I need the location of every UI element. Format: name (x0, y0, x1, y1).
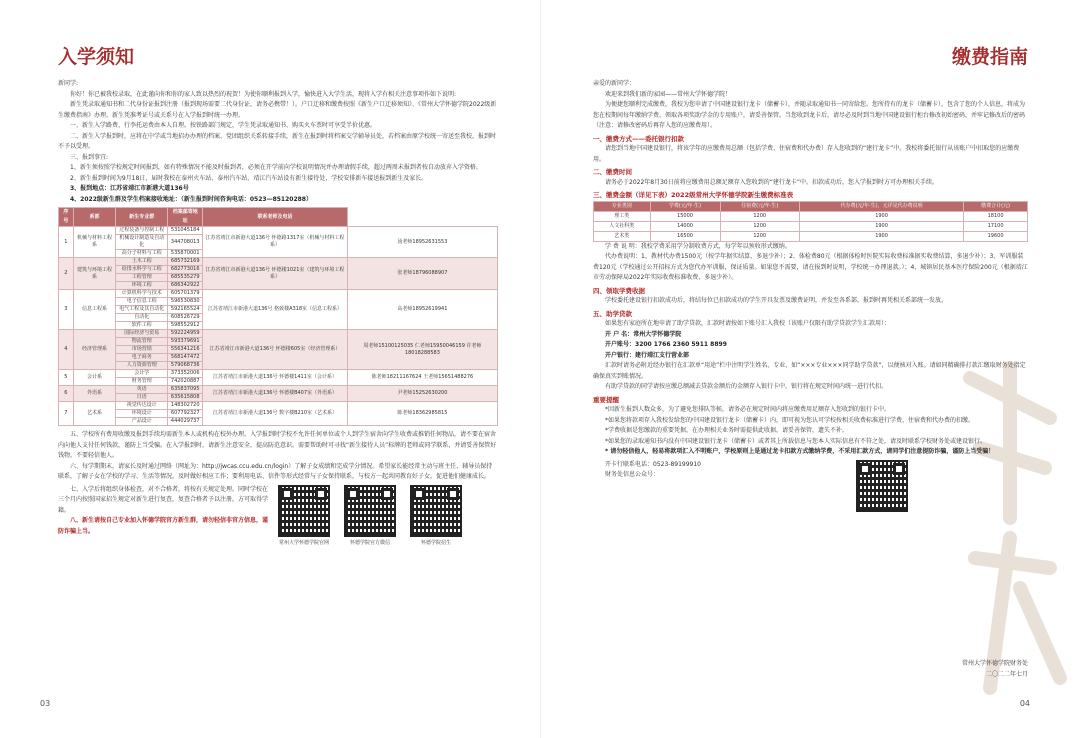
fee-cell: 1900 (799, 221, 963, 231)
row-number: 5 (59, 370, 74, 386)
dept-name: 会计系 (73, 370, 116, 386)
account-name: 常州大学怀德学院 (633, 330, 682, 338)
fee-row (594, 221, 1028, 231)
account-number: 3200 1766 2360 5911 8899 (635, 341, 727, 348)
major-name: 过程装备与控制工程 (116, 227, 168, 235)
group-number: 686342922 (168, 282, 203, 290)
label: 开 户 名： (605, 330, 634, 338)
major-name: 电子商务 (116, 354, 168, 362)
section-3: 三、报到事宜: (70, 153, 109, 161)
notice-text: 新生凭录取通知书和二代身份证报到注册（报到现场需要二代身份证，请务必携带！）。户口迁移和缴费按照《新生户口迁移须知》、《常州大学怀德学院2022级新生缴费指南》办理。新生凭准考证号或关系号在入学报到时统一办理。 (58, 101, 497, 119)
major-name: 环境设计 (116, 410, 168, 418)
table-row (59, 386, 498, 394)
fee-cell: 理工类 (594, 211, 651, 221)
fee-col-header: 住宿费(元/年·生) (720, 201, 799, 211)
bank-phone-row (593, 460, 701, 471)
group-number: 579068736 (168, 362, 203, 370)
table-row (59, 370, 498, 378)
archive-address: 江苏省靖江市新港大道136号 数字楼B210室（艺术系） (203, 402, 348, 426)
row-number: 6 (59, 386, 74, 402)
archive-address: 江苏省靖江市新港大道136号 怀德楼605室（经济管理系） (203, 330, 348, 370)
contact-teacher: 高老师18952619941 (347, 290, 497, 330)
group-number: 685732169 (168, 258, 203, 266)
row-number: 4 (59, 330, 74, 370)
fee-cell: 14000 (650, 221, 720, 231)
contact-teacher: 张老师18796088907 (347, 258, 497, 290)
major-name: 计算机科学与技术 (116, 290, 168, 298)
archive-address: 江苏省靖江市新港大道136号 怀德楼1411室（会计系） (203, 370, 348, 386)
group-number: 556341216 (168, 346, 203, 354)
fee-col-header: 专业类别 (594, 201, 651, 211)
major-name: 软件工程 (116, 322, 168, 330)
account-name-row (593, 330, 1028, 341)
fee-row (594, 231, 1028, 241)
group-number: 592224959 (168, 330, 203, 338)
qr-caption: 怀德学院官方微信 (349, 539, 390, 546)
fee-col-header: 代办费(元/年·生)，元详见代办费说明 (799, 201, 963, 211)
fee-cell: 1200 (720, 221, 799, 231)
fee-cell: 1900 (799, 211, 963, 221)
reminder-2: *如果您将款项存入我校发给您的中国建设银行龙卡（储蓄卡）内，即可视为您认可学校按相关收费标准进行学费、住宿费和代办费的扣缴。 (605, 416, 975, 424)
qr-code-icon (278, 485, 330, 537)
section-6: 六、每学期期末，请家长及时通过网络（网址为：http://jwcas.ccu.edu.cn/login）了解子女成绩和完成学分情况。希望家长能经常主动与班主任、辅导员保持联系，了解子女在学校的学习、生活等情况，及时做好相应工作；要利用电话、信件等形式经常与子女保持联系，与校方一起共同教育好子女，促进他们健康成长。 (58, 462, 493, 480)
contact-teacher: 尹老师15252630200 (347, 386, 497, 402)
greeting: 亲爱的新同学： (593, 80, 636, 87)
welcome-text: 欢迎来到我们新的家园——常州大学怀德学院！ (605, 90, 732, 98)
section-3-3: 3、报到地点：江苏省靖江市新港大道136号 (70, 185, 189, 192)
group-number: 742020887 (168, 378, 203, 386)
qr-official-wechat[interactable] (344, 485, 396, 546)
account-number-row (593, 340, 1028, 351)
fee-header-row (594, 201, 1028, 211)
fee-cell: 1200 (720, 231, 799, 241)
qr-caption: 常州大学怀德学院官网 (278, 539, 329, 546)
group-number: 148302720 (168, 402, 203, 410)
dept-name: 机械与材料工程系 (73, 227, 116, 258)
fee-cell: 15000 (650, 211, 720, 221)
fee-cell: 人文社科类 (594, 221, 651, 231)
major-name: 物流管理 (116, 338, 168, 346)
table-row (59, 330, 498, 338)
archive-address: 江苏省靖江市新港大道136号 怀德楼B407室（外语系） (203, 386, 348, 402)
qr-code-icon (856, 460, 908, 512)
reminder-3: *学费收据是您缴款的重要凭据，在办理相关业务时需提供此收据，请妥善保管，遗失不补。 (605, 427, 849, 434)
fee-cell: 18100 (964, 211, 1028, 221)
qr-code-icon (344, 485, 396, 537)
major-name: 土木工程 (116, 258, 168, 266)
group-number: 635615808 (168, 394, 203, 402)
department-table (58, 207, 498, 426)
heading-loan: 五、助学贷款 (593, 309, 632, 318)
reminder-5: * 请勿轻信他人，轻易将款项汇入不明账户，学校原则上是通过龙卡扣款方式缴纳学费，不采用汇款方式，请同学们注意提防诈骗，谨防上当受骗！ (605, 448, 995, 455)
group-number: 568147472 (168, 354, 203, 362)
fee-cell: 19600 (964, 231, 1028, 241)
fee-cell: 17100 (964, 221, 1028, 231)
qr-code-icon (410, 485, 462, 537)
group-number: 593379691 (168, 338, 203, 346)
major-name: 自动化 (116, 314, 168, 322)
contact-teacher: 陈老师18362985815 (347, 402, 497, 426)
group-number: 535870001 (168, 250, 203, 258)
section-2: 二、新生入学报到时，应将在中学或当地招办办理的档案、党团组织关系转接手续，新生在报到时将档案交学辅导员处，若档案由原学校统一寄送至我校，报到时不予以受理。 (58, 132, 497, 150)
page-number: 04 (1019, 699, 1030, 708)
label: 开户账号： (605, 341, 636, 348)
row-number: 1 (59, 227, 74, 258)
major-name: 日语 (116, 394, 168, 402)
group-number: 685535279 (168, 274, 203, 282)
section-5: 五、学校所有费用收缴及报到手续均需新生本人或机构在校外办理。入学报到时学校不允许任何单位或个人到学生宿舍向学生收费或推销任何物品，请不要在宿舍内向他人支付任何钱款，谨防上当受骗。在入学报到时，请新生注意安全，提高防范意识。需要帮助时可寻找“新生接待人员”标牌的老师或同学联系，并请妥善保管好钱物，不要轻信他人。 (58, 431, 497, 459)
group-number: 344708013 (168, 235, 203, 250)
greeting: 新同学: (58, 80, 79, 87)
group-number: 598552912 (168, 322, 203, 330)
heading-payment-time: 二、缴费时间 (593, 168, 632, 176)
row-number: 7 (59, 402, 74, 426)
group-number: 605701379 (168, 290, 203, 298)
major-name: 市场营销 (116, 346, 168, 354)
col-header: 联系老师及电话 (203, 208, 348, 227)
major-name: 电气工程及其自动化 (116, 306, 168, 314)
loan-note-2: 有助学贷款的同学请按应缴总额减去贷款金额后的金额存入银行卡中，银行将在规定时间内统一进行代扣。 (605, 383, 888, 390)
fee-col-header: 学费(元/年·生) (650, 201, 720, 211)
section-3-1: 1、新生须按照学校规定时间报到，如有特殊情况不能及时报到者，必须在开学前向学校说明情况并办理请假手续，超过两周未报到者按自动放弃入学资格。 (70, 164, 482, 171)
group-number: 608526729 (168, 314, 203, 322)
major-name: 产品设计 (116, 418, 168, 426)
calligraphy-watermark-icon (950, 358, 1070, 708)
dept-name: 建筑与环境工程系 (73, 258, 116, 290)
group-number: 596530830 (168, 298, 203, 306)
table-row (59, 227, 498, 235)
archive-address: 江苏省靖江市新港大道136号 格致楼A318室（信息工程系） (203, 290, 348, 330)
major-name: 视觉传达设计 (116, 402, 168, 410)
heading-reminder: 重要提醒 (593, 395, 619, 404)
major-name: 环境工程 (116, 282, 168, 290)
contact-teacher: 汤老师18952631553 (347, 227, 497, 258)
section-8: 八、新生请按自己专业加入怀德学院官方新生群，请勿轻信非官方信息，谨防诈骗上当。 (58, 517, 269, 535)
group-number: 531045184 (168, 227, 203, 235)
group-number: 682773016 (168, 266, 203, 274)
col-header: 档案邮寄地址 (168, 208, 203, 227)
dept-name: 信息工程系 (73, 290, 116, 330)
fee-col-header: 缴费合计(元) (964, 201, 1028, 211)
archive-address: 江苏省靖江市新港大道136号 怀德路1317室（机械与材料工程系） (203, 227, 348, 258)
major-name: 高分子材料与工程 (116, 250, 168, 258)
major-name: 英语 (116, 386, 168, 394)
intro-text: 你好！你已被我校录取，在此谨向你和你的家人致以热烈的祝贺！为使你顺利报到入学，愉快进入大学生活，现将入学有相关注意事项作如下说明: (70, 90, 457, 98)
sign-office: 常州大学怀德学院财务处 (961, 660, 1028, 667)
fee-row (594, 211, 1028, 221)
archive-address: 江苏省靖江市新港大道136号 怀德楼1021室（建筑与环境工程系） (203, 258, 348, 290)
contact-teacher: 周老师15100125035 仁老师15950046159 许老师18018288583 (347, 330, 497, 370)
bank-name: 建行靖江支行营业部 (635, 351, 690, 359)
label: 开卡行联系电话： (605, 460, 654, 468)
sign-date: 二〇二二年七月 (985, 670, 1028, 678)
major-name: 给排水科学与工程 (116, 266, 168, 274)
qr-finance-wechat[interactable] (856, 460, 908, 512)
major-name: 财务管理 (116, 378, 168, 386)
right-page (540, 0, 1080, 738)
major-name: 机械设计制造及自动化 (116, 235, 168, 250)
major-name: 电子信息工程 (116, 298, 168, 306)
heading-payment-method: 一、缴费方式——委托银行扣款 (593, 134, 684, 143)
card-intro: 为便捷您顺利完成缴费，我校为您申请了中国建设银行龙卡（储蓄卡），并随录取通知书一同寄给您。您所持有的龙卡（储蓄卡），包含了您的个人信息，将成为您在校期间每年缴纳学费、领取各项奖助学金的专用账户，请妥善保管。当您收到龙卡后，请尽必及时到当地中国建设银行柜台修改初始密码，并牢记修改后的密码（注意：请修改密码后再存入您的应缴费用）。 (593, 101, 1026, 129)
major-name: 人力资源管理 (116, 362, 168, 370)
page-title: 入学须知 (58, 46, 135, 68)
loan-text: 如果您有家庭所在地申请了助学贷款，汇款时请按如下账号汇入我校（该账户仅限有助学贷款学生汇款用）： (605, 320, 891, 327)
qr-caption: 怀德学院招生 (420, 539, 451, 546)
receipt-text: 学校委托建设银行扣款成功后，将结每位已扣款成功的学生开具发票及缴费证明，并发至各系部，报到时再凭相关系部统一发放。 (605, 297, 948, 304)
agency-fee-note: 代办费说明：1、教材代办费1500元（按学年据实结算，多退少补）；2、体检费80元（根据体检时医院实际收费标准据实收费结算，多退少补）；3、军训服装费120元（学校通过公开招标方式为您代办军训服，保证质量。如果您不需要，请在报到时说明，学校统一办理退款。）；4、城镇居民基本医疗保险200元（根据靖江市劳动保障局2022年实际收费标准收费，多退少补）。 (593, 253, 1028, 281)
payment-time-text: 请务必于2022年8月30日前将应缴费用总额足额存入您收到的“建行龙卡”中。扣款成功后，您入学报到时方可办理相关手续。 (605, 178, 938, 186)
section-3-2: 2、新生报到时间为9月18日，届时我校在泰州火车站、泰州汽车站、靖江汽车站设有新生接待处，学校安排新车接送报到新生及家长。 (70, 174, 428, 182)
qr-admission[interactable] (410, 485, 462, 546)
heading-fee-amount: 三、缴费金额（详见下表）2022级常州大学怀德学院新生缴费标准表 (593, 191, 794, 199)
tuition-note: 学 费 说 明：我校学费采用学分制收费方式，每学年以预收形式缴纳。 (605, 242, 791, 250)
wechat-row: 财务处信息公众号： (605, 471, 660, 478)
table-row (59, 402, 498, 410)
payment-method-text: 请您到当地中国建设银行，将该学年的应缴费用总额（包括学费、住宿费和代办费）存入您收到的“建行龙卡”中。我校将委托银行从该账户中扣取您的应缴费用。 (593, 145, 1020, 163)
major-name: 会计学 (116, 370, 168, 378)
qr-official-site[interactable] (278, 485, 330, 546)
group-number: 444029737 (168, 418, 203, 426)
fee-cell: 艺术类 (594, 231, 651, 241)
heading-receipt: 四、领取学费收据 (593, 286, 645, 295)
col-header: 新生专业群 (116, 208, 168, 227)
dept-name: 艺术系 (73, 402, 116, 426)
section-7: 七、入学后将组织身体检查，对不合格者，将按有关规定处理。同时学校在三个月内按照国家招生规定对新生进行复查，复查合格者予以注册，方可取得学籍。 (58, 485, 269, 514)
reminder-4: *如果您的录取通知书内没有中国建设银行龙卡（储蓄卡）或者其上所载信息与您本人实际信息有不符之处，请及时联系学校财务处或建设银行。 (605, 437, 987, 445)
group-number: 635837095 (168, 386, 203, 394)
dept-name: 外语系 (73, 386, 116, 402)
major-name: 国际经济与贸易 (116, 330, 168, 338)
group-number: 607792327 (168, 410, 203, 418)
page-number: 03 (40, 699, 51, 708)
reminder-1: *因新生报到人数众多，为了避免您排队等候，请务必在规定时间内将应缴费用足额存入您收到的银行卡中。 (605, 406, 891, 413)
section-1: 一、新生入学路费、行李托运费由本人自理。按铁路部门规定，学生凭录取通知书、购买火车票时可享受半价优惠。 (70, 122, 377, 129)
table-row (59, 290, 498, 298)
fee-table (593, 201, 1028, 242)
fee-cell: 16500 (650, 231, 720, 241)
phone: 0523-89199910 (653, 460, 701, 468)
col-header: 系部 (73, 208, 116, 227)
group-number: 592165524 (168, 306, 203, 314)
major-name: 工程管理 (116, 274, 168, 282)
section-3-4: 4、2022级新生群及学生档案接收地址：（新生报到时间咨询电话：0523—85120288） (70, 195, 312, 203)
dept-name: 经济管理系 (73, 330, 116, 370)
row-number: 2 (59, 258, 74, 290)
table-row (59, 258, 498, 266)
page-title: 缴费指南 (951, 46, 1028, 68)
row-number: 3 (59, 290, 74, 330)
label: 开户银行： (605, 351, 636, 359)
loan-note-1: 汇款时请务必附近经办银行在汇款单“用途”栏中注明学生姓名、专业，如“×××专业×××同学助学贷款”，以便核对入账。请如同精确排打款汇缴取财务处指定确保真实到账情况。 (593, 362, 1026, 380)
col-header: 序号 (59, 208, 74, 227)
contact-teacher: 陈老师18211167624 王老师15651488276 (347, 370, 497, 386)
group-number: 373352006 (168, 370, 203, 378)
fee-cell: 1900 (799, 231, 963, 241)
fee-cell: 1200 (720, 211, 799, 221)
